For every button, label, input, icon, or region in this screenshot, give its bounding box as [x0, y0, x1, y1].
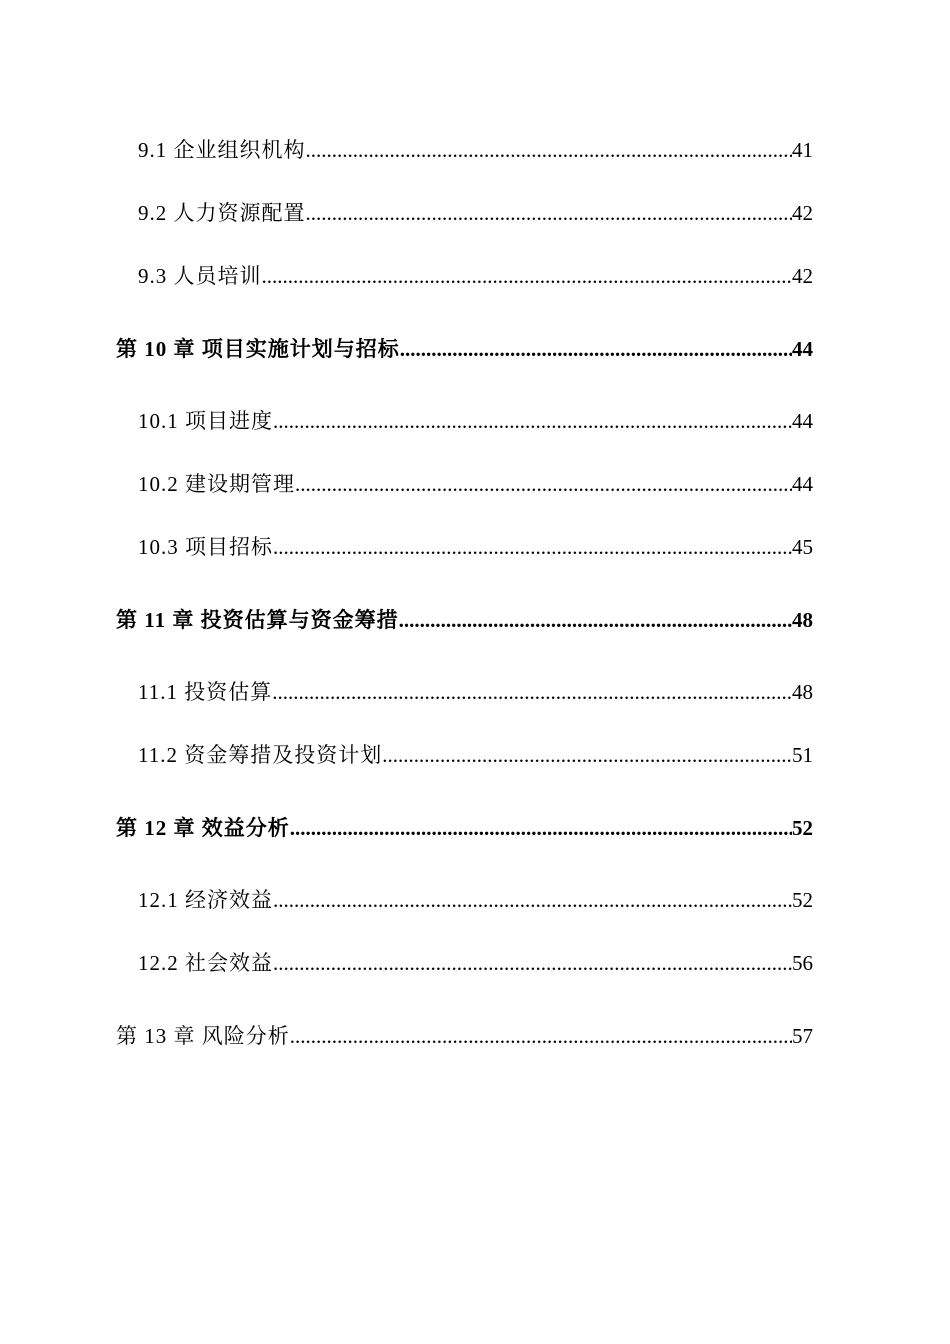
toc-entry-11-1[interactable]: [138, 678, 813, 706]
toc-entry-page-number: 56: [792, 951, 813, 975]
toc-entry-title: 12.2 社会效益: [138, 951, 273, 975]
toc-chapter-page-number: 57: [792, 1024, 813, 1048]
toc-chapter-page-number: 44: [792, 337, 813, 361]
toc-entry-10-3[interactable]: [138, 533, 813, 561]
toc-chapter-title: 第 13 章 风险分析: [116, 1024, 290, 1048]
toc-entry-11-2[interactable]: [138, 741, 813, 769]
toc-leader-dots: [382, 741, 792, 769]
toc-leader-dots: [273, 407, 792, 435]
toc-leader-dots: [262, 262, 793, 290]
toc-entry-title: 10.1 项目进度: [138, 409, 273, 433]
toc-entry-9-1[interactable]: [138, 136, 813, 164]
toc-leader-dots: [290, 814, 792, 842]
toc-chapter-page-number: 48: [792, 608, 813, 632]
toc-entry-page-number: 51: [792, 743, 813, 767]
toc-entry-9-3[interactable]: [138, 262, 813, 290]
toc-entry-page-number: 42: [792, 264, 813, 288]
toc-leader-dots: [273, 886, 792, 914]
toc-leader-dots: [306, 136, 793, 164]
toc-chapter-title: 第 11 章 投资估算与资金筹措: [116, 608, 399, 632]
toc-entry-page-number: 44: [792, 409, 813, 433]
toc-entry-title: 10.2 建设期管理: [138, 472, 295, 496]
toc-leader-dots: [306, 199, 793, 227]
toc-entry-10-2[interactable]: [138, 470, 813, 498]
toc-entry-title: 10.3 项目招标: [138, 535, 273, 559]
toc-entry-12-1[interactable]: [138, 886, 813, 914]
toc-entry-page-number: 52: [792, 888, 813, 912]
toc-entry-page-number: 45: [792, 535, 813, 559]
toc-entry-title: 9.3 人员培训: [138, 264, 262, 288]
toc-chapter-12[interactable]: [116, 814, 813, 842]
toc-entry-page-number: 41: [792, 138, 813, 162]
toc-leader-dots: [273, 949, 792, 977]
toc-leader-dots: [290, 1022, 792, 1050]
toc-entry-10-1[interactable]: [138, 407, 813, 435]
toc-entry-9-2[interactable]: [138, 199, 813, 227]
toc-entry-page-number: 48: [792, 680, 813, 704]
toc-entry-12-2[interactable]: [138, 949, 813, 977]
toc-entry-title: 11.1 投资估算: [138, 680, 273, 704]
toc-chapter-page-number: 52: [792, 816, 813, 840]
toc-entry-title: 9.2 人力资源配置: [138, 201, 306, 225]
toc-entry-title: 12.1 经济效益: [138, 888, 273, 912]
toc-chapter-10[interactable]: [116, 335, 813, 363]
toc-chapter-title: 第 12 章 效益分析: [116, 816, 290, 840]
toc-leader-dots: [399, 606, 792, 634]
toc-chapter-11[interactable]: [116, 606, 813, 634]
toc-entry-page-number: 42: [792, 201, 813, 225]
toc-leader-dots: [295, 470, 792, 498]
toc-leader-dots: [272, 678, 792, 706]
toc-entry-title: 9.1 企业组织机构: [138, 138, 306, 162]
toc-chapter-13[interactable]: [116, 1022, 813, 1050]
toc-leader-dots: [400, 335, 792, 363]
toc-entry-page-number: 44: [792, 472, 813, 496]
toc-leader-dots: [273, 533, 792, 561]
toc-chapter-title: 第 10 章 项目实施计划与招标: [116, 337, 400, 361]
toc-entry-title: 11.2 资金筹措及投资计划: [138, 743, 383, 767]
